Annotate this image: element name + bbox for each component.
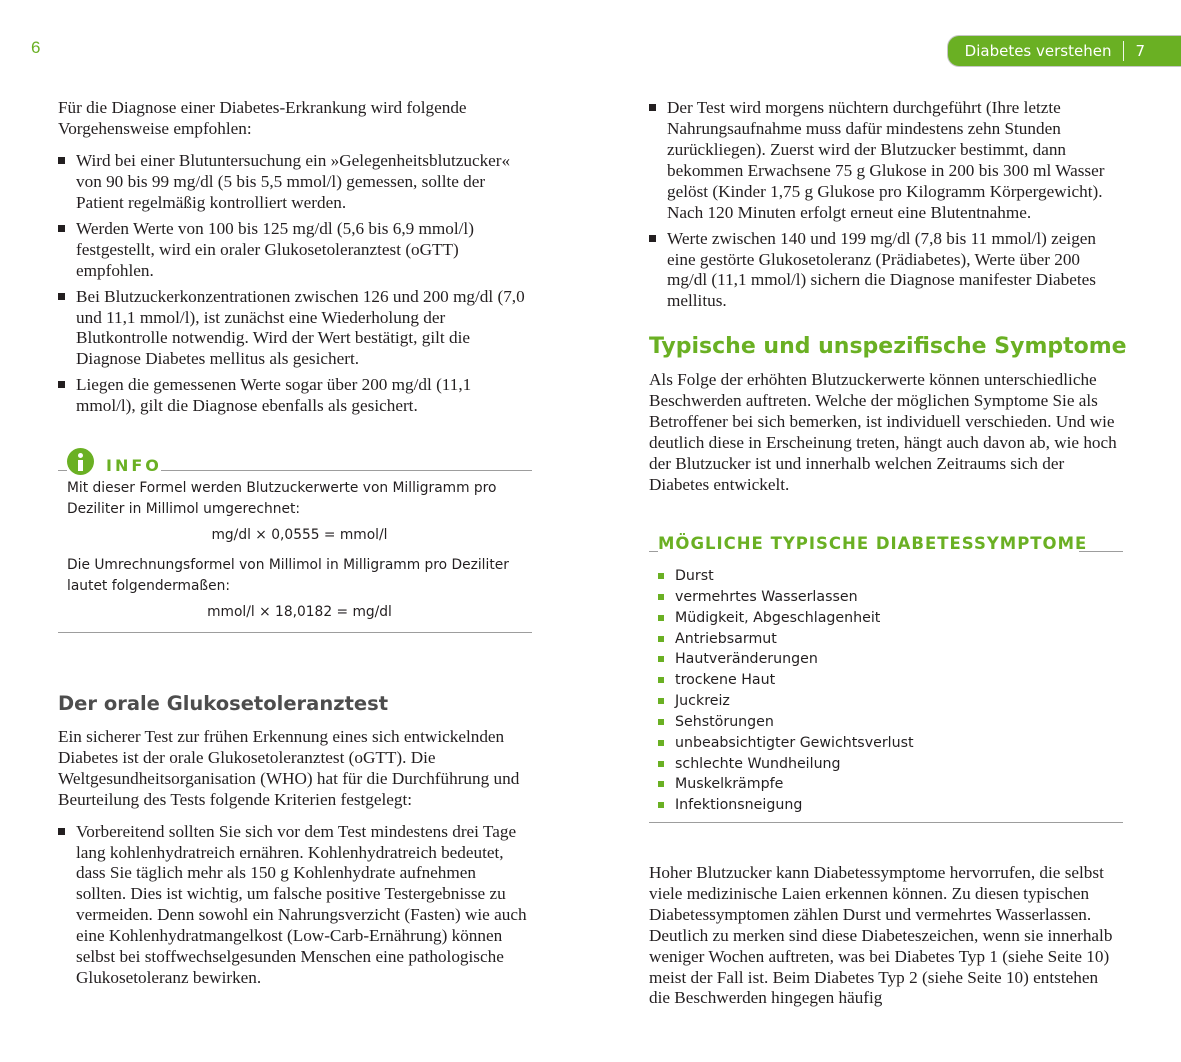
ogtt-bullet: Vorbereitend sollten Sie sich vor dem Test mindestens drei Tage lang kohlenhydratreich ernähren. Kohlenhydratreich bedeutet, dass Sie täglich mehr als 150 g Kohlenhydrate aufnehmen sollten. Dies ist wichtig, um falsche positive Testergebnisse zu vermeiden. Denn sowohl ein Nahrungsverzicht (Fasten) wie auch eine Kohlenhydratmangelkost (Low-Carb-Ernährung) können selbst bei stoffwechselgesunden Menschen eine pathologische Glukosetoleranz bewirken. (58, 822, 528, 989)
symptom-item: Sehstörungen (657, 712, 1123, 733)
diagnosis-bullet: Wird bei einer Blutuntersuchung ein »Gelegenheitsblutzucker« von 90 bis 99 mg/dl (5 bis 5,5 mmol/l) gemessen, sollte der Patient regelmäßig kontrolliert werden. (58, 151, 528, 214)
diagnosis-bullet: Werden Werte von 100 bis 125 mg/dl (5,6 bis 6,9 mmol/l) festgestellt, wird ein oraler Glukosetoleranztest (oGTT) empfohlen. (58, 219, 528, 282)
symptom-item: Müdigkeit, Abgeschlagenheit (657, 608, 1123, 629)
info-rule (161, 470, 532, 471)
test-list (649, 98, 1119, 312)
info-bottom-rule (58, 632, 532, 633)
info-text-2: Die Umrechnungsformel von Millimol in Milligramm pro Deziliter lautet folgendermaßen: (67, 557, 509, 594)
running-header (947, 35, 1181, 67)
symptoms-box-title: MÖGLICHE TYPISCHE DIABETESSYMPTOME (658, 534, 1088, 553)
info-body (58, 478, 532, 623)
info-formula-1: mg/dl × 0,0555 = mmol/l (211, 527, 388, 543)
info-label: INFO (106, 456, 162, 475)
info-box-header (58, 448, 532, 478)
right-page (590, 0, 1181, 1062)
symptom-item: Infektionsneigung (657, 795, 1123, 816)
symptoms-rule (1079, 551, 1123, 552)
ogtt-list (58, 822, 528, 989)
diagnosis-intro-block (58, 98, 528, 422)
info-formula-2: mmol/l × 18,0182 = mg/dl (207, 604, 392, 620)
diagnosis-bullet: Liegen die gemessenen Werte sogar über 200 mg/dl (11,1 mmol/l), gilt die Diagnose ebenfalls als gesichert. (58, 375, 528, 417)
ogtt-paragraph: Ein sicherer Test zur frühen Erkennung eines sich entwickelnden Diabetes ist der orale Glukosetoleranztest (oGTT). Die Weltgesundheitsorganisation (WHO) hat für die Durchführung und Beurteilung des Tests folgende Kriterien festgelegt: (58, 727, 520, 809)
closing-block (649, 863, 1119, 1009)
symptom-item: schlechte Wundheilung (657, 754, 1123, 775)
symptoms-intro-block (649, 370, 1119, 495)
symptoms-box (649, 530, 1123, 823)
ogtt-section (58, 727, 528, 994)
info-icon (67, 448, 94, 475)
diagnosis-list (58, 151, 528, 417)
symptom-item: trockene Haut (657, 670, 1123, 691)
test-bullet: Der Test wird morgens nüchtern durchgeführt (Ihre letzte Nahrungsaufnahme muss dafür mindestens zehn Stunden zurückliegen). Zuerst wird der Blutzucker bestimmt, dann bekommen Erwachsene 75 g Glukose in 200 bis 300 ml Wasser gelöst (Kinder 1,75 g Glukose pro Kilogramm Körpergewicht). Nach 120 Minuten erfolgt erneut eine Blutentnahme. (649, 98, 1119, 223)
symptom-item: Hautveränderungen (657, 649, 1123, 670)
section-heading: Der orale Glukosetoleranztest (58, 692, 389, 715)
symptom-item: unbeabsichtigter Gewichtsverlust (657, 733, 1123, 754)
symptom-item: Muskelkrämpfe (657, 774, 1123, 795)
info-text-1: Mit dieser Formel werden Blutzuckerwerte von Milligramm pro Deziliter in Millimol umgerechnet: (67, 480, 497, 517)
page-number-left: 6 (31, 38, 41, 57)
info-rule-left (58, 470, 67, 471)
symptoms-heading: Typische und unspezifische Symptome (649, 334, 1127, 359)
test-bullets-block (649, 98, 1119, 317)
header-separator (1123, 41, 1124, 61)
header-title: Diabetes verstehen (964, 42, 1112, 60)
left-page (0, 0, 590, 1062)
page-number-right: 7 (1135, 42, 1145, 60)
info-box (58, 448, 532, 633)
symptoms-box-header (649, 530, 1123, 558)
symptom-item: Antriebsarmut (657, 629, 1123, 650)
symptoms-paragraph: Als Folge der erhöhten Blutzuckerwerte können unterschiedliche Beschwerden auftreten. Welche der möglichen Symptome Sie als Betroffener bei sich bemerken, ist individuell verschieden. Und wie deutlich diese in Erscheinung treten, hängt auch davon ab, wie hoch der Blutzucker ist und innerhalb welchen Zeitraums sich der Diabetes entwickelt. (649, 370, 1117, 494)
symptom-item: Juckreiz (657, 691, 1123, 712)
diagnosis-intro: Für die Diagnose einer Diabetes-Erkrankung wird folgende Vorgehensweise empfohlen: (58, 98, 467, 138)
closing-paragraph: Hoher Blutzucker kann Diabetessymptome hervorrufen, die selbst viele medizinische Laien erkennen können. Zu diesen typischen Diabetessymptomen zählen Durst und vermehrtes Wasserlassen. Deutlich zu merken sind diese Diabeteszeichen, wenn sie innerhalb weniger Wochen auftreten, was bei Diabetes Typ 1 (siehe Seite 10) meist der Fall ist. Beim Diabetes Typ 2 (siehe Seite 10) entstehen die Beschwerden hingegen häufig (649, 863, 1113, 1008)
symptom-item: Durst (657, 566, 1123, 587)
test-bullet: Werte zwischen 140 und 199 mg/dl (7,8 bis 11 mmol/l) zeigen eine gestörte Glukosetoleranz (Prädiabetes), Werte über 200 mg/dl (11,1 mmol/l) sichern die Diagnose manifester Diabetes mellitus. (649, 229, 1119, 313)
symptoms-list (649, 566, 1123, 816)
symptoms-rule-left (649, 551, 658, 552)
symptom-item: vermehrtes Wasserlassen (657, 587, 1123, 608)
diagnosis-bullet: Bei Blutzuckerkonzentrationen zwischen 126 und 200 mg/dl (7,0 und 11,1 mmol/l), ist zunächst eine Wiederholung der Blutkontrolle notwendig. Wird der Wert bestätigt, gilt die Diagnose Diabetes mellitus als gesichert. (58, 287, 528, 371)
symptoms-bottom-rule (649, 822, 1123, 823)
